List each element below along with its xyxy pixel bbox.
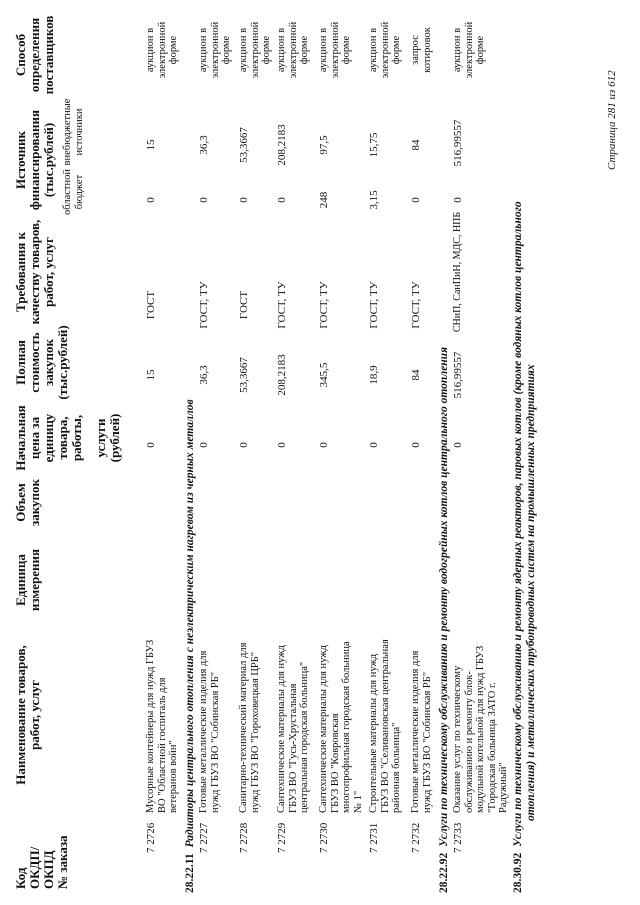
row-method-line: аукцион в: [145, 27, 156, 73]
row-method-line: электронной: [249, 21, 261, 79]
row-regional: 248: [318, 191, 330, 209]
row-cost: 53,3667: [238, 357, 250, 393]
row-method-line: аукцион в: [238, 27, 249, 73]
row-method-line: электронной: [209, 21, 221, 79]
row-extra: 36,3: [198, 135, 210, 155]
row-method-line: аукцион в: [276, 27, 287, 73]
section-heading: [512, 201, 537, 893]
row-name: [145, 613, 180, 813]
row-name: [238, 613, 261, 813]
row-method-line: форме: [261, 35, 273, 65]
header-line: измерения: [27, 548, 42, 612]
row-method-line: форме: [341, 35, 353, 65]
row-name-line: нужд ГБУЗ ВО "Собинская РБ": [421, 671, 433, 813]
section-code: 28.22.11: [184, 853, 196, 893]
row-name-line: модульной котельной для нужд ГБУЗ: [475, 645, 487, 813]
header-line: ОКПД: [41, 850, 56, 889]
header-line: стоимость: [27, 332, 42, 393]
header-unit: [14, 545, 42, 615]
header-method: [14, 5, 56, 105]
row-method-line: аукцион в: [452, 27, 463, 73]
row-name-line: нужд ГБУЗ ВО "Собинская РБ": [209, 671, 221, 813]
header-financing: [14, 105, 56, 215]
header-line: работ, услуг: [41, 237, 56, 307]
header-quality: [14, 217, 56, 327]
header-line: Единица: [13, 554, 28, 606]
row-name-line: районная больница": [391, 722, 403, 813]
section-title: Радиаторы центрального отопления с неэлектрическим нагревом из черных металлов: [184, 399, 196, 848]
header-line: единицу: [41, 413, 56, 463]
row-method: [368, 5, 403, 95]
header-line: Объем: [13, 483, 28, 522]
row-number: 7 2729: [276, 822, 288, 853]
section-heading: [438, 347, 451, 893]
row-number: 7 2731: [368, 822, 380, 853]
row-name-line: Готовые металлические изделия для: [198, 650, 209, 813]
row-method-line: форме: [168, 35, 180, 65]
row-extra: 15: [145, 139, 157, 151]
row-regional: 0: [410, 197, 422, 203]
row-regional: 3,15: [368, 190, 380, 210]
row-name-line: Санитарно-технический материал для: [238, 642, 249, 813]
header-line: поставщиков: [41, 15, 56, 95]
row-quality: ГОСТ, ТУ: [410, 281, 422, 329]
row-method-line: форме: [221, 35, 233, 65]
row-price: 0: [145, 442, 157, 448]
header-line: Способ: [13, 33, 28, 77]
row-quality: ГОСТ, ТУ: [198, 281, 210, 329]
row-method: [276, 5, 311, 95]
row-name-line: Радужный": [498, 762, 510, 813]
row-quality: СНиП, СанПиН, МДС, НПБ: [452, 211, 463, 333]
row-price: 0: [410, 442, 422, 448]
row-cost: 18,9: [368, 365, 380, 385]
row-number: 7 2730: [318, 822, 330, 853]
row-name-line: Сантехнические материалы для нужд: [318, 645, 329, 813]
row-name-line: нужд ГБУЗ ВО "Гороховецкая ЦРБ": [249, 651, 261, 813]
page-number: Страница 281 из 612: [606, 70, 618, 170]
row-name-line: ВО "Областной госпиталь для: [156, 677, 168, 813]
row-number: 7 2727: [198, 822, 210, 853]
header-line: качеству товаров,: [27, 219, 42, 325]
row-name-line: Сантехнические материалы для нужд: [276, 645, 287, 813]
row-name-line: обслуживанию и ремонту блок-: [463, 671, 475, 813]
header-cost: [14, 325, 70, 400]
row-regional: 0: [276, 197, 288, 203]
row-cost: 208,2183: [276, 354, 288, 396]
row-price: 0: [368, 442, 380, 448]
row-name-line: "Городская больница ЗАТО г.: [486, 682, 498, 813]
row-method-line: электронной: [329, 21, 341, 79]
row-cost: 516,99557: [452, 351, 464, 399]
row-method-line: аукцион в: [198, 27, 209, 73]
header-line: товара,: [55, 416, 70, 460]
header-line: ОКДП/: [27, 846, 42, 889]
row-name-line: Оказание услуг по техническому: [452, 665, 463, 813]
row-method: [318, 5, 353, 95]
row-extra: 53,3667: [238, 127, 250, 163]
row-name: [276, 613, 311, 813]
row-method: [198, 5, 233, 95]
section-title: Услуги по техническому обслуживанию и ремонту водогрейных котлов центрального отопления: [438, 346, 450, 847]
header-line: цена за: [27, 416, 42, 460]
header-line: закупок: [41, 339, 56, 387]
row-price: 0: [276, 442, 288, 448]
row-name-line: № 1": [352, 790, 364, 813]
row-method-line: электронной: [379, 21, 391, 79]
row-price: 0: [198, 442, 210, 448]
header-line: Наименование товаров,: [13, 645, 28, 785]
row-extra: 97,5: [318, 135, 330, 155]
row-extra: 15,75: [368, 132, 380, 158]
header-line: Источник: [13, 130, 28, 190]
header-line: (рублей): [107, 413, 122, 463]
header-fin-regional: [62, 167, 86, 217]
row-price: 0: [318, 442, 330, 448]
row-extra: 208,2183: [276, 124, 288, 166]
row-extra: 516,99557: [452, 119, 464, 167]
row-name-line: ГБУЗ ВО "Гусь-Хрустальная: [287, 683, 299, 813]
row-cost: 36,3: [198, 365, 210, 385]
header-line: Начальная: [13, 405, 28, 471]
row-number: 7 2732: [410, 822, 422, 853]
section-title: Услуги по техническому обслуживанию и ремонту ядерных реакторов, паровых котлов (кроме водяных котлов центрального: [512, 201, 524, 847]
header-line: работы,: [69, 414, 84, 462]
row-method-line: электронной: [156, 21, 168, 79]
row-quality: ГОСТ: [145, 290, 157, 320]
row-name-line: ГБУЗ ВО "Ковровская: [329, 713, 341, 813]
row-method-line: котировок: [421, 27, 433, 73]
row-name-line: центральная городская больница": [299, 661, 311, 813]
row-name: [318, 613, 364, 813]
row-number: 7 2728: [238, 822, 250, 853]
row-name-line: Мусорные контейнеры для нужд ГБУЗ: [145, 639, 156, 813]
row-regional: 0: [198, 197, 210, 203]
row-name-line: Строительные материалы для нужд: [368, 653, 379, 813]
header-name: [14, 615, 42, 815]
row-name-line: многопрофильная городская больница: [341, 641, 353, 813]
section-heading: [184, 399, 197, 893]
section-title-cont: отопления) и металлических трубопроводных систем на промышленных предприятиях: [524, 364, 537, 821]
row-name: [452, 613, 510, 813]
row-method-line: аукцион в: [318, 27, 329, 73]
row-cost: 15: [145, 369, 157, 381]
section-code: 28.30.92: [512, 852, 524, 893]
section-code: 28.22.92: [438, 852, 450, 893]
row-regional: 0: [452, 197, 464, 203]
header-line: финансирования: [27, 109, 42, 211]
row-method-line: форме: [391, 35, 403, 65]
row-name-line: Готовые металлические изделия для: [410, 650, 421, 813]
row-method: [452, 5, 487, 95]
header-line: услуги: [93, 418, 108, 458]
header-line: определения: [27, 17, 42, 93]
row-method-line: электронной: [287, 21, 299, 79]
row-name-line: ветеранов войн": [168, 740, 180, 813]
header-line: бюджет: [74, 174, 85, 210]
row-quality: ГОСТ, ТУ: [276, 281, 288, 329]
header-fin-extra: [62, 97, 86, 167]
row-cost: 345,5: [318, 362, 330, 388]
row-name: [198, 613, 221, 813]
header-line: Полная: [13, 340, 28, 385]
row-method-line: запрос: [410, 35, 421, 65]
header-line: работ, услуг: [27, 680, 42, 750]
row-method: [410, 5, 433, 95]
header-line: Код: [13, 867, 28, 889]
header-line: Требования к: [13, 232, 28, 312]
row-number: 7 2726: [145, 822, 157, 853]
header-line: внебюджетные: [62, 98, 73, 166]
header-line: (тыс.рублей): [55, 325, 70, 400]
row-method: [145, 5, 180, 95]
row-name-line: ГБУЗ ВО "Селивановская центральная: [379, 639, 391, 813]
row-extra: 84: [410, 139, 422, 151]
header-code: [14, 829, 70, 889]
row-quality: ГОСТ, ТУ: [368, 281, 380, 329]
row-name: [410, 613, 433, 813]
header-line: закупок: [27, 479, 42, 527]
row-method-line: форме: [475, 35, 487, 65]
row-name: [368, 613, 403, 813]
row-quality: ГОСТ: [238, 290, 250, 320]
row-price: 0: [238, 442, 250, 448]
header-volume: [14, 475, 42, 530]
row-quality: ГОСТ, ТУ: [318, 281, 330, 329]
header-line: областной: [62, 169, 73, 215]
row-method-line: форме: [299, 35, 311, 65]
header-line: (тыс.рублей): [41, 122, 56, 198]
header-line: № заказа: [55, 835, 70, 889]
row-regional: 0: [238, 197, 250, 203]
row-number: 7 2733: [452, 822, 464, 853]
row-regional: 0: [145, 197, 157, 203]
header-line: источники: [74, 108, 85, 156]
row-method-line: аукцион в: [368, 27, 379, 73]
row-cost: 84: [410, 369, 422, 381]
row-method: [238, 5, 273, 95]
row-price: 0: [452, 442, 464, 448]
row-method-line: электронной: [463, 21, 475, 79]
header-price: [14, 403, 122, 473]
